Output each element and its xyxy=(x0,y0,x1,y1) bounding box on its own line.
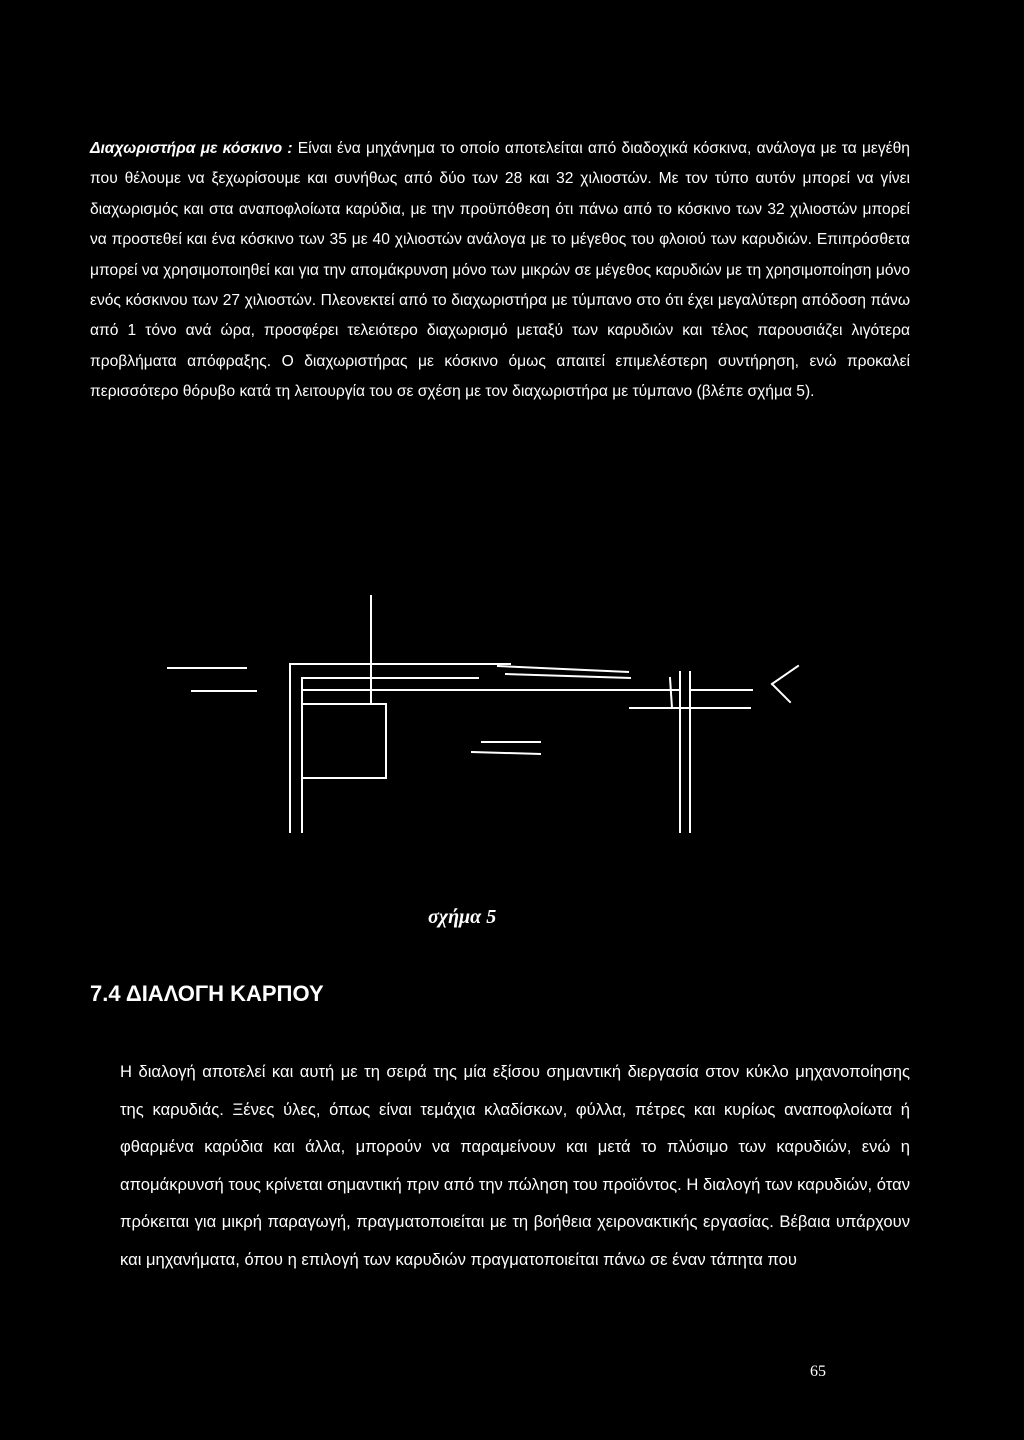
sieve-separator-diagram xyxy=(160,592,840,842)
figure-caption: σχήμα 5 xyxy=(428,906,497,928)
paragraph-fruit-sorting: Η διαλογή αποτελεί και αυτή με τη σειρά της μία εξίσου σημαντική διεργασία στον κύκλο μηχανοποίησης της καρυδιάς. Ξένες ύλες, όπως είναι τεμάχια κλαδίσκων, φύλλα, πέτρες και κυρίως αναποφλοίωτα ή φθαρμένα καρύδια και άλλα, μπορούν να παραμείνουν και μετά το πλύσιμο των καρυδιών, ενώ η απομάκρυνσή τους κρίνεται σημαντική πριν από την πώληση του προϊόντος. Η διαλογή των καρυδιών, όταν πρόκειται για μικρή παραγωγή, πραγματοποιείται με τη βοήθεια χειρονακτικής εργασίας. Βέβαια υπάρχουν και μηχανήματα, όπου η επιλογή των καρυδιών πραγματοποιείται πάνω σε έναν τάπητα που xyxy=(120,1062,910,1269)
section-heading: 7.4 ΔΙΑΛΟΓΗ ΚΑΡΠΟΥ xyxy=(90,981,324,1006)
paragraph-lead-term: Διαχωριστήρα με κόσκινο : xyxy=(90,140,293,157)
page-number: 65 xyxy=(810,1363,826,1380)
paragraph-body: Είναι ένα μηχάνημα το οποίο αποτελείται από διαδοχικά κόσκινα, ανάλογα με τα μεγέθη που θέλουμε να ξεχωρίσουμε και συνήθως από δύο των 28 και 32 χιλιοστών. Με τον τύπο αυτόν μπορεί να γίνει διαχωρισμός και στα αναποφλοίωτα καρύδια, με την προϋπόθεση ότι πάνω από το κόσκινο των 32 χιλιοστών μπορεί να προστεθεί και ένα κόσκινο των 35 με 40 χιλιοστών ανάλογα με το μέγεθος του φλοιού των καρυδιών. Επιπρόσθετα μπορεί να χρησιμοποιηθεί και για την απομάκρυνση μόνο των μικρών σε μέγεθος καρυδιών με τη χρησιμοποίηση μόνο ενός κόσκινου των 27 χιλιοστών. Πλεονεκτεί από το διαχωριστήρα με τύμπανο στο ότι έχει μεγαλύτερη απόδοση πάνω από 1 τόνο ανά ώρα, προσφέρει τελειότερο διαχωρισμό μεταξύ των καρυδιών και τέλος παρουσιάζει λιγότερα προβλήματα απόφραξης. Ο διαχωριστήρας με κόσκινο όμως απαιτεί επιμελέστερη συντήρηση, ενώ προκαλεί περισσότερο θόρυβο κατά τη λειτουργία του σε σχέση με τον διαχωριστήρα με τύμπανο (βλέπε σχήμα 5). xyxy=(90,140,910,401)
paragraph-sieve-separator xyxy=(90,134,910,408)
